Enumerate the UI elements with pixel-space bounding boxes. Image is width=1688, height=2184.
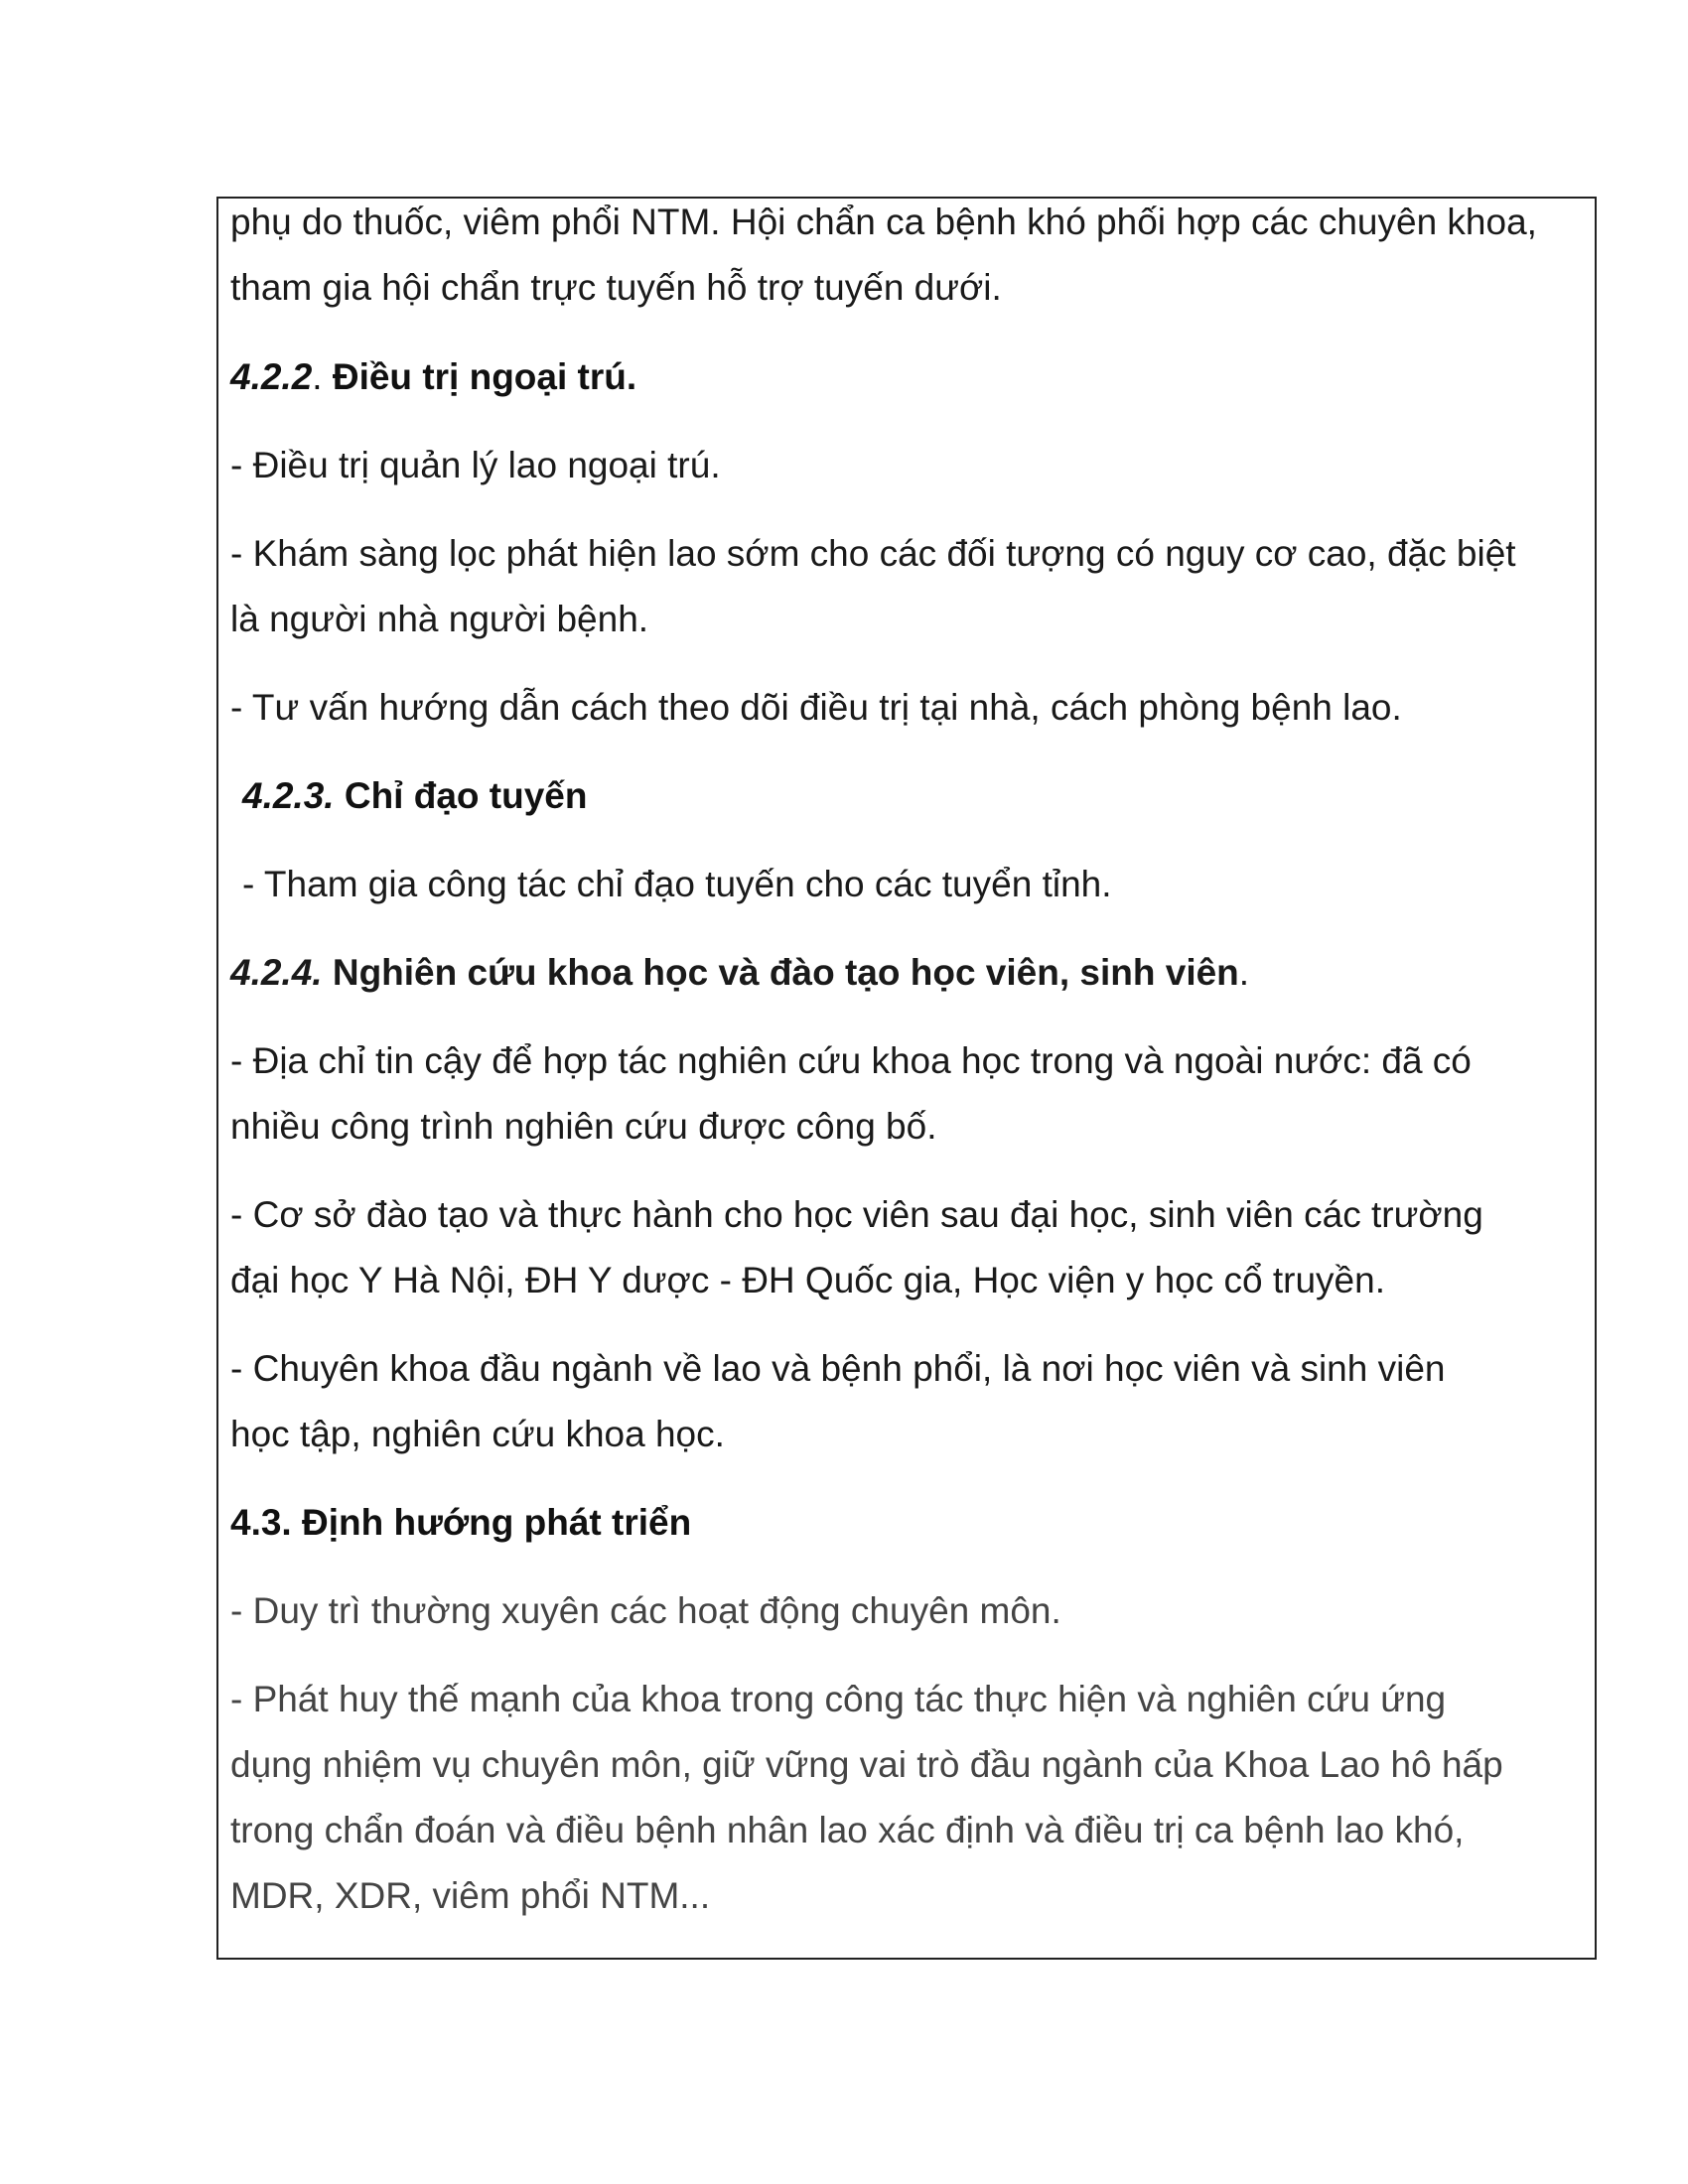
- section-title: Điều trị ngoại trú.: [322, 356, 637, 397]
- section-heading-4-2-4: [230, 940, 1249, 1006]
- section-number: 4.2.3.: [242, 775, 335, 816]
- paragraph-line: trong chẩn đoán và điều bệnh nhân lao xác định và điều trị ca bệnh lao khó,: [230, 1810, 1465, 1850]
- bullet-item: - Chuyên khoa đầu ngành về lao và bệnh phổi, là nơi học viên và sinh viên: [230, 1348, 1446, 1389]
- section-heading-4-2-2: [230, 344, 636, 410]
- bullet-item: - Khám sàng lọc phát hiện lao sớm cho các đối tượng có nguy cơ cao, đặc biệt: [230, 533, 1516, 574]
- bullet-item: - Tư vấn hướng dẫn cách theo dõi điều trị tại nhà, cách phòng bệnh lao.: [230, 687, 1402, 728]
- paragraph-line: đại học Y Hà Nội, ĐH Y dược - ĐH Quốc gia, Học viện y học cổ truyền.: [230, 1260, 1385, 1300]
- section-title: Chỉ đạo tuyến: [334, 775, 588, 816]
- paragraph-line: nhiều công trình nghiên cứu được công bố.: [230, 1106, 937, 1147]
- paragraph-line: là người nhà người bệnh.: [230, 599, 649, 639]
- bullet-item: - Điều trị quản lý lao ngoại trú.: [230, 445, 721, 485]
- section-heading-4-2-3: [242, 763, 587, 829]
- section-number-dot: .: [312, 356, 323, 397]
- section-title: Nghiên cứu khoa học và đào tạo học viên, sinh viên: [322, 952, 1239, 993]
- section-number: 4.2.2: [230, 356, 313, 397]
- bullet-item: - Duy trì thường xuyên các hoạt động chuyên môn.: [230, 1590, 1061, 1631]
- bullet-item: - Cơ sở đào tạo và thực hành cho học viên sau đại học, sinh viên các trường: [230, 1194, 1483, 1235]
- paragraph-line: học tập, nghiên cứu khoa học.: [230, 1414, 725, 1454]
- paragraph-line: dụng nhiệm vụ chuyên môn, giữ vững vai trò đầu ngành của Khoa Lao hô hấp: [230, 1744, 1503, 1785]
- paragraph-line: tham gia hội chẩn trực tuyến hỗ trợ tuyến dưới.: [230, 267, 1002, 308]
- bullet-item: - Phát huy thế mạnh của khoa trong công tác thực hiện và nghiên cứu ứng: [230, 1679, 1447, 1719]
- bullet-item: - Địa chỉ tin cậy để hợp tác nghiên cứu khoa học trong và ngoài nước: đã có: [230, 1040, 1472, 1081]
- section-title-end: .: [1238, 952, 1250, 993]
- paragraph-line: MDR, XDR, viêm phổi NTM...: [230, 1875, 711, 1916]
- paragraph-line: phụ do thuốc, viêm phổi NTM. Hội chẩn ca bệnh khó phối hợp các chuyên khoa,: [230, 202, 1537, 242]
- section-heading-4-3: 4.3. Định hướng phát triển: [230, 1502, 692, 1543]
- section-number: 4.2.4.: [230, 952, 323, 993]
- bullet-item: - Tham gia công tác chỉ đạo tuyến cho các tuyển tỉnh.: [242, 864, 1112, 904]
